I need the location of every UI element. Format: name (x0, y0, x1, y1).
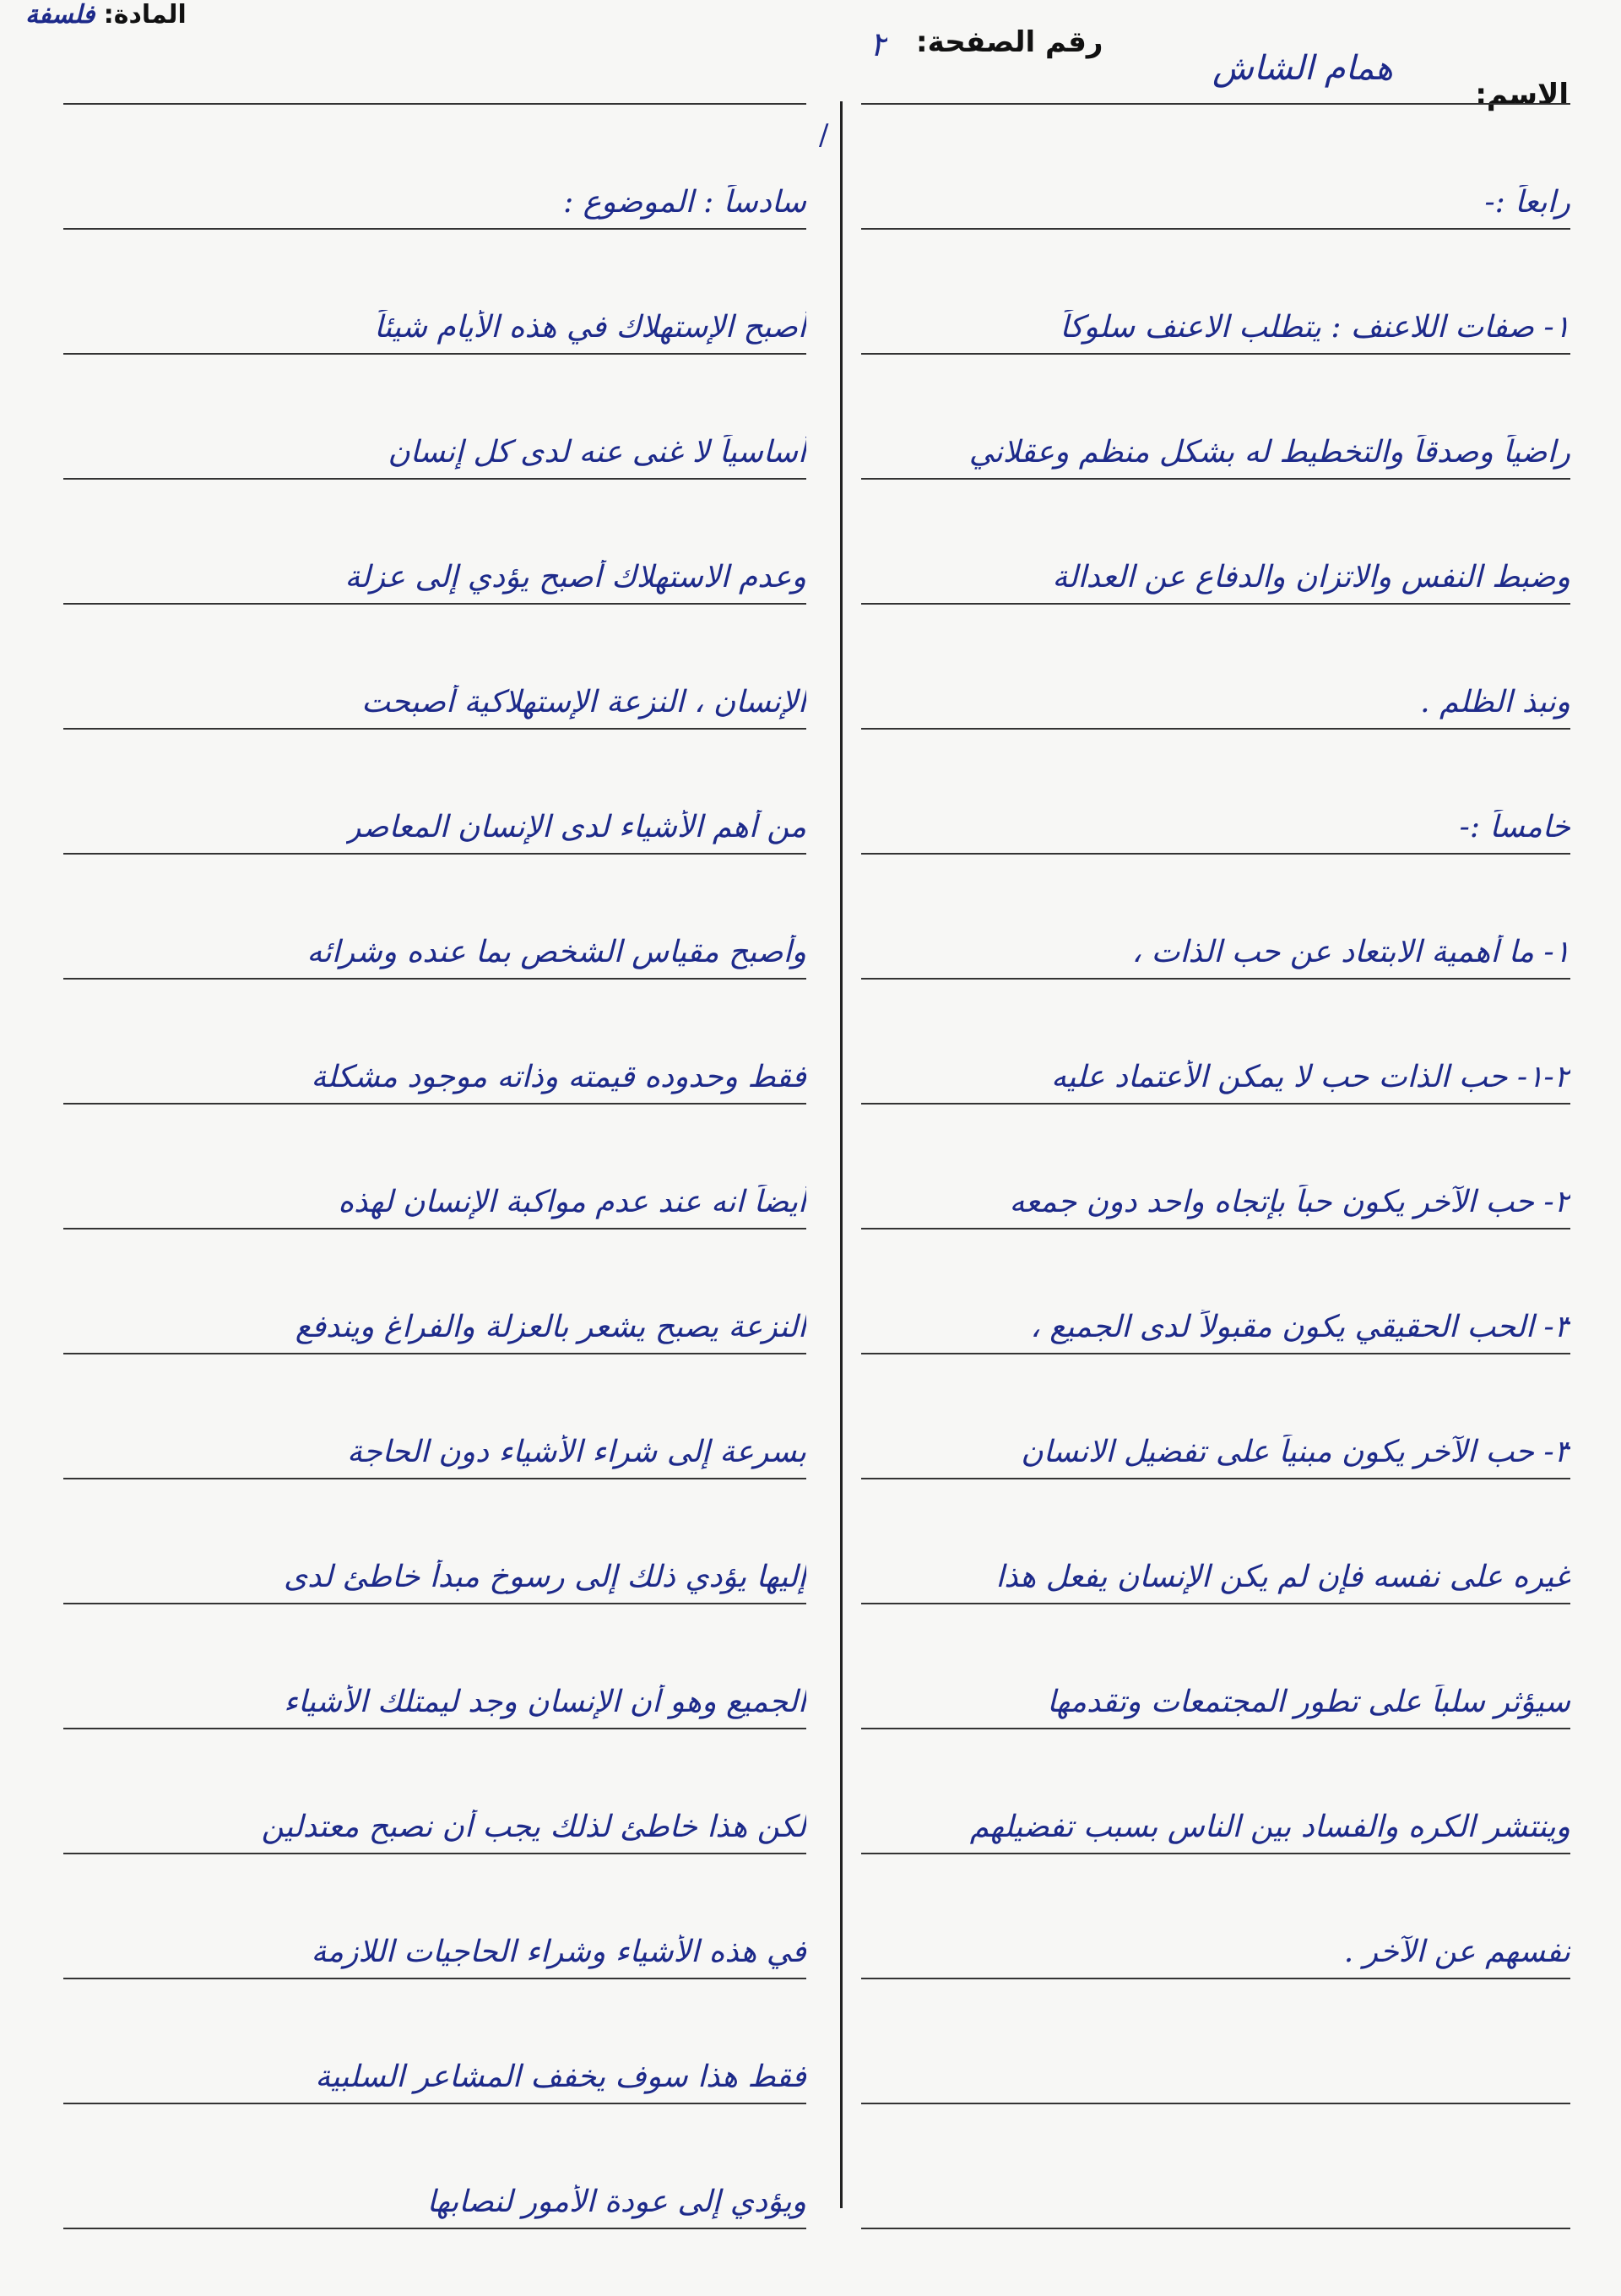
right-column-line-text: رابعاً :- (1484, 185, 1570, 220)
right-column-line-text: وينتشر الكره والفساد بين الناس بسبب تفضيلهم (969, 1810, 1570, 1844)
left-column-line (63, 17, 806, 105)
right-column-line (861, 1392, 1570, 1479)
left-column-line (63, 1767, 806, 1854)
left-column-line-text: الجميع وهو أن الإنسان وجد ليمتلك الأشياء (284, 1685, 806, 1719)
left-column-line-text: أصبح الإستهلاك في هذه الأيام شيئاً (374, 310, 806, 345)
left-column-line-text: في هذه الأشياء وشراء الحاجيات اللازمة (311, 1935, 806, 1969)
column-divider (840, 101, 843, 2208)
right-column-line (861, 1017, 1570, 1105)
right-column-line-text: وضبط النفس والاتزان والدفاع عن العدالة (1052, 560, 1570, 594)
right-column-line (861, 1142, 1570, 1229)
right-column-line-text: ٣- حب الآخر يكون مبنياً على تفضيل الانسان (1021, 1435, 1570, 1469)
left-column-line (63, 2016, 806, 2104)
left-column-line-text: النزعة يصبح يشعر بالعزلة والفراغ ويندفع (295, 1310, 806, 1344)
right-column-line (861, 142, 1570, 230)
left-column-line (63, 642, 806, 730)
right-column-line-text: ٣- الحب الحقيقي يكون مقبولاً لدى الجميع ، (1030, 1310, 1570, 1344)
page-number-value: ٢ (870, 25, 888, 64)
right-column-line (861, 1642, 1570, 1729)
right-column-line-text: ونبذ الظلم . (1420, 685, 1570, 719)
left-column-line (63, 1517, 806, 1604)
right-column-line-text: ١- ما أهمية الابتعاد عن حب الذات ، (1131, 935, 1570, 969)
left-column-line (63, 892, 806, 980)
left-column-line-text: الإنسان ، النزعة الإستهلاكية أصبحت (361, 685, 806, 719)
left-column-line (63, 2141, 806, 2229)
left-column-line (63, 392, 806, 480)
left-column-line-text: من أهم الأشياء لدى الإنسان المعاصر (346, 810, 806, 844)
right-column-line (861, 2141, 1570, 2229)
right-column-line (861, 392, 1570, 480)
right-column-line (861, 1267, 1570, 1354)
right-column-line-text: غيره على نفسه فإن لم يكن الإنسان يفعل هذا (995, 1560, 1570, 1594)
right-column-line-text: خامساً :- (1459, 810, 1570, 844)
left-column-line-text: وعدم الاستهلاك أصبح يؤدي إلى عزلة (344, 560, 806, 594)
right-column-line-text: نفسهم عن الآخر . (1343, 1935, 1570, 1969)
left-column-line-text: أيضاً انه عند عدم مواكبة الإنسان لهذه (338, 1185, 806, 1219)
right-column-line (861, 642, 1570, 730)
right-column-line-text: ٢-١- حب الذات حب لا يمكن الأعتماد عليه (1051, 1060, 1570, 1094)
left-column-line (63, 517, 806, 605)
right-column-line (861, 1517, 1570, 1604)
left-column-line (63, 1267, 806, 1354)
page-number-label: رقم الصفحة: (916, 25, 1103, 59)
left-column-line-text: إليها يؤدي ذلك إلى رسوخ مبدأ خاطئ لدى (284, 1560, 806, 1594)
left-column-line-text: لكن هذا خاطئ لذلك يجب أن نصبح معتدلين (261, 1810, 806, 1844)
right-column-line (861, 17, 1570, 105)
left-column-line (63, 267, 806, 355)
right-column-line (861, 767, 1570, 855)
left-column-line (63, 1392, 806, 1479)
right-column-line (861, 517, 1570, 605)
left-column-line-text: ويؤدي إلى عودة الأمور لنصابها (426, 2185, 806, 2219)
left-column-line-text: بسرعة إلى شراء الأشياء دون الحاجة (347, 1435, 806, 1469)
left-column-line-text: وأصبح مقياس الشخص بما عنده وشرائه (306, 935, 806, 969)
left-column-line-text: أساسياً لا غنى عنه لدى كل إنسان (388, 435, 806, 470)
left-column-line (63, 1017, 806, 1105)
left-column-line (63, 767, 806, 855)
right-column-line (861, 892, 1570, 980)
right-column-line-text: ١- صفات اللاعنف : يتطلب الاعنف سلوكاً (1060, 310, 1570, 345)
margin-mark: / (819, 118, 829, 152)
student-name: همام الشاش (1212, 49, 1393, 88)
subject-label: المادة: (103, 0, 187, 30)
right-column-line-text: راضياً وصدقاً والتخطيط له بشكل منظم وعقلاني (968, 435, 1570, 470)
name-label: الاسم: (1475, 78, 1569, 111)
left-column-line-text: سادساً : الموضوع : (563, 185, 806, 220)
left-column-line (63, 1642, 806, 1729)
subject-value: فلسفة (25, 0, 95, 30)
left-column-line-text: فقط هذا سوف يخفف المشاعر السلبية (315, 2060, 806, 2094)
right-column-line-text: سيؤثر سلباً على تطور المجتمعات وتقدمها (1047, 1685, 1570, 1719)
left-column-line (63, 142, 806, 230)
left-column-line-text: فقط وحدوده قيمته وذاته موجود مشكلة (311, 1060, 806, 1094)
right-column-line (861, 1892, 1570, 1979)
left-column-line (63, 1892, 806, 1979)
right-column-line (861, 1767, 1570, 1854)
right-column-line (861, 267, 1570, 355)
right-column-line-text: ٢- حب الآخر يكون حباً بإتجاه واحد دون جمعه (1009, 1185, 1570, 1219)
right-column-line (861, 2016, 1570, 2104)
left-column-line (63, 1142, 806, 1229)
